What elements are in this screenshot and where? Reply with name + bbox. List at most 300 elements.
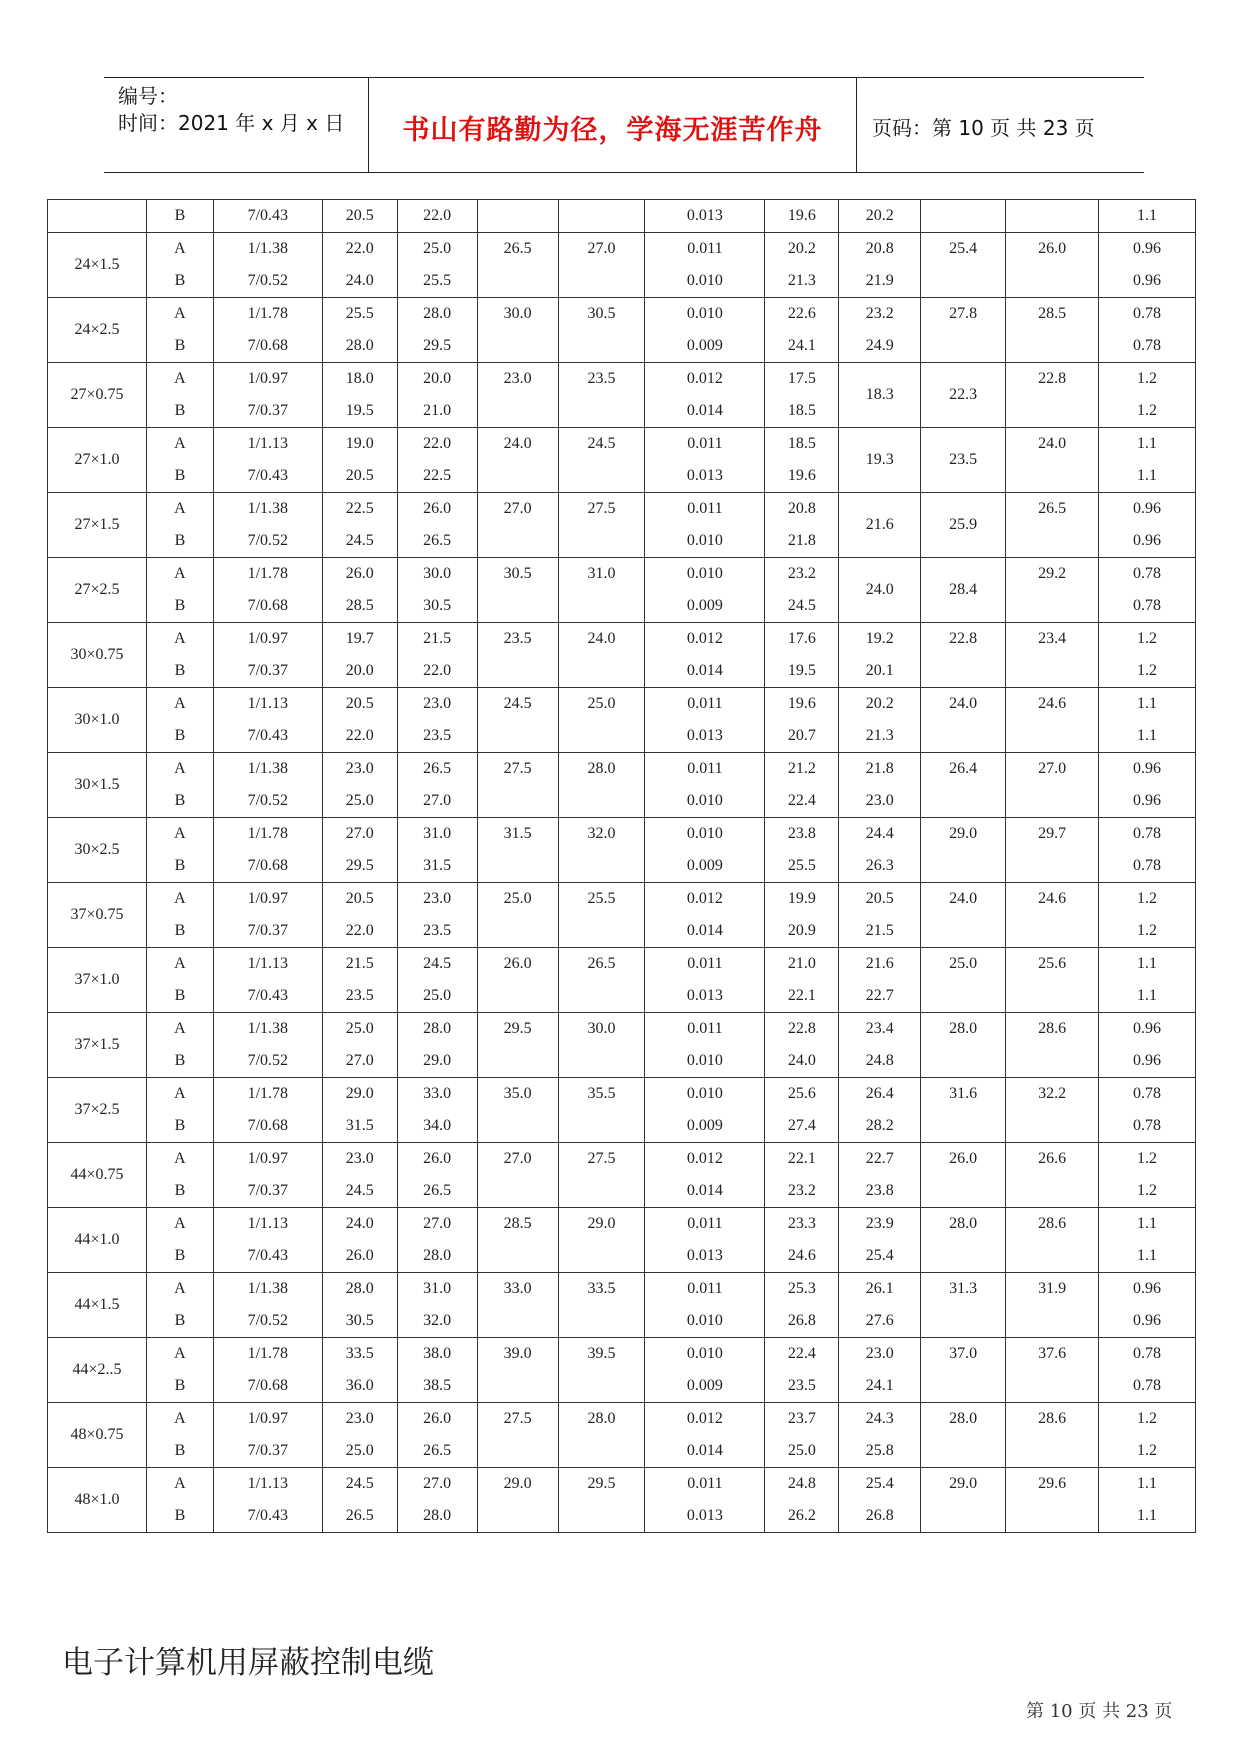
table-cell: 7/0.37 — [213, 915, 322, 948]
table-cell: 0.009 — [645, 590, 765, 623]
table-cell: 23.5 — [322, 980, 397, 1013]
table-cell: 33.0 — [397, 1078, 477, 1111]
table-cell: 23.5 — [558, 363, 645, 396]
table-cell: 0.010 — [645, 1078, 765, 1111]
table-cell: 23.5 — [397, 915, 477, 948]
table-cell: 32.0 — [558, 818, 645, 851]
table-cell: 24.0 — [1006, 428, 1099, 461]
table-cell: 36.0 — [322, 1370, 397, 1403]
table-cell: 1.1 — [1099, 688, 1196, 721]
table-cell: 26.0 — [397, 493, 477, 526]
table-cell — [1006, 1370, 1099, 1403]
table-cell — [921, 1240, 1006, 1273]
table-cell — [1006, 1110, 1099, 1143]
table-cell: 29.5 — [322, 850, 397, 883]
spec-cell: 37×0.75 — [48, 883, 147, 948]
table-cell: 31.5 — [397, 850, 477, 883]
table-cell: 21.3 — [839, 720, 921, 753]
table-cell — [921, 1500, 1006, 1533]
table-row — [48, 980, 1196, 1013]
table-cell: 1/0.97 — [213, 623, 322, 656]
table-cell: 22.7 — [839, 1143, 921, 1176]
table-cell — [921, 200, 1006, 233]
table-row — [48, 330, 1196, 363]
table-cell: 0.78 — [1099, 558, 1196, 591]
table-cell: 1.1 — [1099, 720, 1196, 753]
table-cell: 19.9 — [765, 883, 839, 916]
table-cell: 7/0.52 — [213, 265, 322, 298]
table-cell: 24.0 — [558, 623, 645, 656]
table-cell: B — [146, 1175, 213, 1208]
table-cell: 23.4 — [1006, 623, 1099, 656]
table-cell: 1/0.97 — [213, 1143, 322, 1176]
table-cell: 28.0 — [322, 330, 397, 363]
table-cell — [477, 850, 558, 883]
table-cell — [921, 265, 1006, 298]
table-cell: 7/0.68 — [213, 1370, 322, 1403]
table-cell: 35.5 — [558, 1078, 645, 1111]
table-cell: 29.5 — [397, 330, 477, 363]
document-time-label: 时间：2021 年 x 月 x 日 — [118, 111, 345, 135]
table-cell: 26.4 — [839, 1078, 921, 1111]
table-row — [48, 525, 1196, 558]
table-cell — [921, 720, 1006, 753]
table-cell — [558, 590, 645, 623]
table-cell: 0.009 — [645, 1370, 765, 1403]
table-cell — [1006, 265, 1099, 298]
table-cell: 0.011 — [645, 428, 765, 461]
table-cell: 23.0 — [322, 753, 397, 786]
table-cell — [477, 1500, 558, 1533]
table-cell: 0.010 — [645, 265, 765, 298]
table-cell: 23.0 — [839, 785, 921, 818]
table-cell: 0.011 — [645, 1208, 765, 1241]
table-cell: 20.7 — [765, 720, 839, 753]
table-cell: 19.6 — [765, 460, 839, 493]
page-header — [104, 77, 1144, 173]
table-row — [48, 1110, 1196, 1143]
table-cell: 0.78 — [1099, 1370, 1196, 1403]
table-cell: B — [146, 720, 213, 753]
table-cell — [558, 915, 645, 948]
table-cell: B — [146, 395, 213, 428]
table-cell: 7/0.68 — [213, 1110, 322, 1143]
table-cell: 30.5 — [558, 298, 645, 331]
table-cell: 30.5 — [322, 1305, 397, 1338]
table-cell: 7/0.43 — [213, 200, 322, 233]
table-cell: 25.5 — [558, 883, 645, 916]
table-cell — [921, 1175, 1006, 1208]
table-cell — [477, 655, 558, 688]
table-cell: A — [146, 233, 213, 266]
table-cell: 0.011 — [645, 688, 765, 721]
table-cell: 21.0 — [397, 395, 477, 428]
table-cell: 26.5 — [397, 1175, 477, 1208]
table-cell — [1006, 330, 1099, 363]
table-cell: 7/0.43 — [213, 460, 322, 493]
table-cell — [477, 525, 558, 558]
table-cell: 38.0 — [397, 1338, 477, 1371]
table-cell: 1/0.97 — [213, 363, 322, 396]
table-cell: 0.78 — [1099, 850, 1196, 883]
table-cell: 26.0 — [322, 558, 397, 591]
table-cell: 25.3 — [765, 1273, 839, 1306]
table-cell: 25.0 — [322, 785, 397, 818]
table-row — [48, 883, 1196, 916]
table-cell: 7/0.52 — [213, 525, 322, 558]
table-row — [48, 1435, 1196, 1468]
table-cell: 24.8 — [839, 1045, 921, 1078]
table-cell: 21.2 — [765, 753, 839, 786]
table-cell: 0.96 — [1099, 785, 1196, 818]
table-cell: 25.6 — [765, 1078, 839, 1111]
table-cell: 23.0 — [322, 1403, 397, 1436]
table-cell — [921, 1370, 1006, 1403]
table-cell: 24.9 — [839, 330, 921, 363]
table-cell: 29.6 — [1006, 1468, 1099, 1501]
table-cell: 0.013 — [645, 980, 765, 1013]
table-cell: 0.011 — [645, 233, 765, 266]
table-row — [48, 688, 1196, 721]
table-cell — [921, 980, 1006, 1013]
table-cell — [477, 460, 558, 493]
table-cell: 39.0 — [477, 1338, 558, 1371]
table-cell: 24.0 — [322, 1208, 397, 1241]
table-cell: 1.2 — [1099, 1175, 1196, 1208]
spec-cell: 30×1.0 — [48, 688, 147, 753]
table-cell: A — [146, 363, 213, 396]
table-cell — [477, 1370, 558, 1403]
table-cell: 26.5 — [397, 525, 477, 558]
table-cell: 26.5 — [397, 1435, 477, 1468]
table-cell: 26.0 — [1006, 233, 1099, 266]
table-cell: 28.0 — [558, 1403, 645, 1436]
table-cell — [477, 330, 558, 363]
table-cell: 33.5 — [558, 1273, 645, 1306]
table-cell — [921, 785, 1006, 818]
table-cell: 23.8 — [765, 818, 839, 851]
table-cell: 25.9 — [921, 493, 1006, 558]
table-cell — [1006, 1500, 1099, 1533]
table-row — [48, 1175, 1196, 1208]
table-cell: 19.0 — [322, 428, 397, 461]
table-cell: 0.013 — [645, 720, 765, 753]
table-cell: 24.5 — [765, 590, 839, 623]
table-cell: 28.0 — [397, 298, 477, 331]
table-cell: 39.5 — [558, 1338, 645, 1371]
table-cell: 7/0.52 — [213, 1305, 322, 1338]
table-cell: 1.2 — [1099, 1143, 1196, 1176]
table-row — [48, 1338, 1196, 1371]
table-cell: 7/0.43 — [213, 720, 322, 753]
table-cell: 27.0 — [322, 1045, 397, 1078]
table-cell: A — [146, 753, 213, 786]
table-cell: B — [146, 1110, 213, 1143]
table-cell: 24.5 — [477, 688, 558, 721]
table-cell: 23.0 — [397, 688, 477, 721]
table-cell: 28.5 — [477, 1208, 558, 1241]
table-cell: 24.4 — [839, 818, 921, 851]
table-cell: 22.1 — [765, 980, 839, 1013]
table-cell: 24.5 — [322, 525, 397, 558]
table-cell: 1.2 — [1099, 363, 1196, 396]
table-cell — [921, 330, 1006, 363]
table-cell: 1.2 — [1099, 1403, 1196, 1436]
table-cell: A — [146, 1403, 213, 1436]
table-cell: 26.5 — [558, 948, 645, 981]
table-cell: 27.5 — [558, 1143, 645, 1176]
table-row — [48, 753, 1196, 786]
table-cell: A — [146, 623, 213, 656]
table-cell — [558, 655, 645, 688]
spec-cell: 37×2.5 — [48, 1078, 147, 1143]
table-cell: 24.6 — [765, 1240, 839, 1273]
table-cell: 1.2 — [1099, 655, 1196, 688]
table-cell: 31.0 — [558, 558, 645, 591]
table-cell: 29.0 — [477, 1468, 558, 1501]
table-cell: 0.013 — [645, 1500, 765, 1533]
table-cell — [477, 1435, 558, 1468]
spec-cell: 27×2.5 — [48, 558, 147, 623]
table-cell: 28.0 — [921, 1013, 1006, 1046]
table-cell: 23.2 — [839, 298, 921, 331]
table-cell: 1.1 — [1099, 1208, 1196, 1241]
table-cell: 24.6 — [1006, 883, 1099, 916]
table-cell: 7/0.37 — [213, 395, 322, 428]
table-cell: 20.5 — [322, 460, 397, 493]
table-cell: 18.5 — [765, 428, 839, 461]
table-cell: A — [146, 1338, 213, 1371]
table-cell: 24.5 — [322, 1175, 397, 1208]
spec-cell: 48×0.75 — [48, 1403, 147, 1468]
table-cell: B — [146, 1305, 213, 1338]
table-row — [48, 395, 1196, 428]
table-cell: 27.0 — [558, 233, 645, 266]
table-cell: 7/0.37 — [213, 1175, 322, 1208]
table-cell — [921, 1110, 1006, 1143]
table-row — [48, 948, 1196, 981]
table-cell: A — [146, 1143, 213, 1176]
table-cell: 1/0.97 — [213, 883, 322, 916]
table-cell — [1006, 720, 1099, 753]
table-cell: 0.014 — [645, 1175, 765, 1208]
table-cell: 31.0 — [397, 818, 477, 851]
table-cell — [1006, 1045, 1099, 1078]
table-cell: 29.5 — [558, 1468, 645, 1501]
table-cell: 21.6 — [839, 948, 921, 981]
table-cell: 25.0 — [322, 1435, 397, 1468]
table-cell: 1/1.13 — [213, 428, 322, 461]
table-cell: 24.6 — [1006, 688, 1099, 721]
table-row — [48, 1305, 1196, 1338]
table-cell: 0.010 — [645, 525, 765, 558]
table-row — [48, 363, 1196, 396]
table-cell — [558, 1175, 645, 1208]
table-cell — [558, 1240, 645, 1273]
table-cell — [558, 850, 645, 883]
table-cell: 33.5 — [322, 1338, 397, 1371]
table-row — [48, 720, 1196, 753]
table-cell: 0.012 — [645, 883, 765, 916]
table-cell — [477, 720, 558, 753]
table-row — [48, 785, 1196, 818]
table-cell: 28.5 — [1006, 298, 1099, 331]
header-page-code: 页码：第 10 页 共 23 页 — [872, 116, 1095, 140]
table-cell — [1006, 915, 1099, 948]
table-cell: 0.013 — [645, 460, 765, 493]
table-cell: 1/1.78 — [213, 298, 322, 331]
table-cell: A — [146, 493, 213, 526]
table-cell: 28.0 — [558, 753, 645, 786]
table-cell: 26.2 — [765, 1500, 839, 1533]
table-cell — [1006, 785, 1099, 818]
table-cell: 0.96 — [1099, 1045, 1196, 1078]
table-cell: 29.0 — [921, 1468, 1006, 1501]
table-cell: 19.7 — [322, 623, 397, 656]
spec-cell: 48×1.0 — [48, 1468, 147, 1533]
table-cell: 24.0 — [839, 558, 921, 623]
table-cell: 1.2 — [1099, 623, 1196, 656]
table-cell: 0.78 — [1099, 330, 1196, 363]
table-cell: 22.0 — [397, 428, 477, 461]
table-cell: 0.010 — [645, 818, 765, 851]
table-cell — [1006, 460, 1099, 493]
table-cell — [477, 915, 558, 948]
table-cell — [558, 1370, 645, 1403]
document-number-label: 编号： — [118, 84, 178, 108]
table-cell: 17.5 — [765, 363, 839, 396]
table-cell: 18.5 — [765, 395, 839, 428]
table-cell: 21.5 — [322, 948, 397, 981]
table-cell: 23.3 — [765, 1208, 839, 1241]
table-cell — [558, 395, 645, 428]
table-cell: 1/1.38 — [213, 1013, 322, 1046]
table-cell: 0.014 — [645, 1435, 765, 1468]
spec-cell: 30×0.75 — [48, 623, 147, 688]
table-cell: 0.011 — [645, 493, 765, 526]
table-cell: 0.96 — [1099, 233, 1196, 266]
spec-cell: 44×1.5 — [48, 1273, 147, 1338]
table-cell — [1006, 850, 1099, 883]
table-cell: 27.0 — [397, 1208, 477, 1241]
table-cell: 25.4 — [839, 1240, 921, 1273]
table-cell: 31.6 — [921, 1078, 1006, 1111]
table-cell: 0.014 — [645, 655, 765, 688]
table-cell: 27.5 — [477, 1403, 558, 1436]
table-cell: 20.5 — [322, 688, 397, 721]
table-cell: 1.1 — [1099, 1500, 1196, 1533]
table-cell: 26.0 — [322, 1240, 397, 1273]
table-row — [48, 298, 1196, 331]
table-row — [48, 493, 1196, 526]
table-cell — [558, 525, 645, 558]
table-cell: 24.1 — [765, 330, 839, 363]
table-cell: 7/0.52 — [213, 1045, 322, 1078]
table-cell: 7/0.68 — [213, 850, 322, 883]
table-row — [48, 1273, 1196, 1306]
table-cell: 0.78 — [1099, 1338, 1196, 1371]
table-cell: 21.9 — [839, 265, 921, 298]
table-cell: 31.5 — [322, 1110, 397, 1143]
table-cell: A — [146, 1013, 213, 1046]
table-cell — [1006, 1435, 1099, 1468]
table-cell: 0.78 — [1099, 590, 1196, 623]
table-cell: 7/0.43 — [213, 1240, 322, 1273]
spec-cell: 44×0.75 — [48, 1143, 147, 1208]
table-row — [48, 818, 1196, 851]
table-row — [48, 1370, 1196, 1403]
table-cell: 28.6 — [1006, 1403, 1099, 1436]
table-cell: 27.6 — [839, 1305, 921, 1338]
table-cell: B — [146, 525, 213, 558]
header-page-cell — [856, 78, 1144, 172]
table-cell: 32.2 — [1006, 1078, 1099, 1111]
table-cell: 22.0 — [397, 200, 477, 233]
table-cell: 25.0 — [477, 883, 558, 916]
table-cell: 26.0 — [477, 948, 558, 981]
table-cell: 37.6 — [1006, 1338, 1099, 1371]
table-cell — [1006, 1175, 1099, 1208]
table-cell: 25.4 — [839, 1468, 921, 1501]
table-cell: 23.4 — [839, 1013, 921, 1046]
table-cell: 29.5 — [477, 1013, 558, 1046]
table-cell: 25.4 — [921, 233, 1006, 266]
spec-cell: 24×2.5 — [48, 298, 147, 363]
table-cell: 26.6 — [1006, 1143, 1099, 1176]
table-row — [48, 1403, 1196, 1436]
table-cell: 20.0 — [397, 363, 477, 396]
table-cell: 1/1.78 — [213, 1338, 322, 1371]
table-cell: 0.014 — [645, 915, 765, 948]
table-cell — [921, 1435, 1006, 1468]
table-cell: 27.8 — [921, 298, 1006, 331]
table-cell: 0.012 — [645, 363, 765, 396]
table-cell: 21.5 — [397, 623, 477, 656]
table-cell — [558, 1045, 645, 1078]
table-cell: 20.5 — [322, 883, 397, 916]
table-cell: 30.5 — [477, 558, 558, 591]
table-cell: 1.1 — [1099, 1240, 1196, 1273]
table-cell — [477, 1175, 558, 1208]
table-cell: 21.3 — [765, 265, 839, 298]
table-cell: 1/1.78 — [213, 818, 322, 851]
table-cell: 1/1.38 — [213, 753, 322, 786]
table-cell: 23.5 — [765, 1370, 839, 1403]
table-cell: 1.1 — [1099, 428, 1196, 461]
table-cell: 29.0 — [322, 1078, 397, 1111]
table-cell: B — [146, 1240, 213, 1273]
table-cell: 1.2 — [1099, 395, 1196, 428]
table-cell: A — [146, 1468, 213, 1501]
table-cell: 20.9 — [765, 915, 839, 948]
table-cell — [558, 200, 645, 233]
table-cell: 1/1.38 — [213, 1273, 322, 1306]
table-cell: B — [146, 1045, 213, 1078]
table-cell: 21.5 — [839, 915, 921, 948]
table-cell: 31.9 — [1006, 1273, 1099, 1306]
table-cell: 0.011 — [645, 753, 765, 786]
spec-cell: 44×1.0 — [48, 1208, 147, 1273]
table-cell: 0.010 — [645, 1305, 765, 1338]
table-cell: 26.3 — [839, 850, 921, 883]
table-cell: 25.5 — [397, 265, 477, 298]
table-cell: 26.0 — [921, 1143, 1006, 1176]
table-cell: 0.78 — [1099, 1110, 1196, 1143]
table-cell: 0.013 — [645, 200, 765, 233]
table-cell: 1/1.13 — [213, 1208, 322, 1241]
table-cell: 21.8 — [839, 753, 921, 786]
table-cell: 0.012 — [645, 623, 765, 656]
